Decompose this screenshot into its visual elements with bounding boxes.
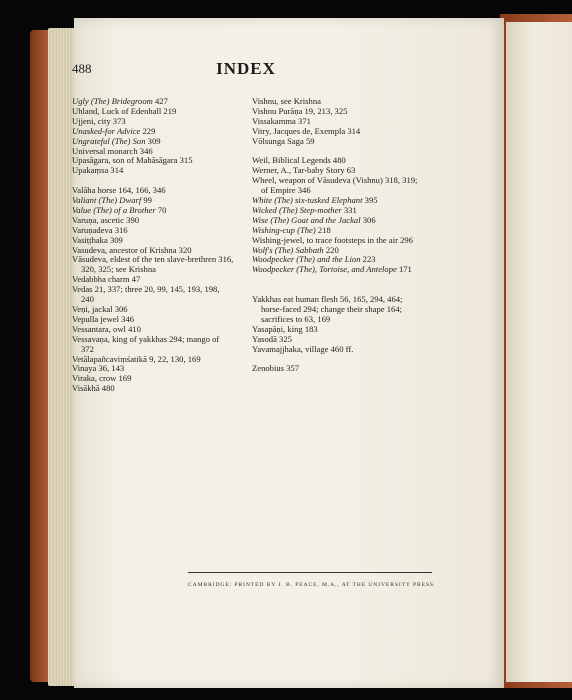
entry-text: Vinaya 36, 143 bbox=[72, 363, 125, 374]
entry-title-italic: Woodpecker (The) and the Lion bbox=[252, 254, 361, 265]
entry-text: Vōlsunga Saga 59 bbox=[252, 135, 315, 146]
entry-text: Vitry, Jacques de, Exempla 314 bbox=[252, 125, 361, 136]
entry-text: Vedas 21, 337; three 20, 99, 145, 193, 198, 240 bbox=[72, 284, 220, 305]
index-column-left bbox=[72, 97, 234, 394]
entry-text: Vishnu Purāṇa 19, 213, 325 bbox=[252, 105, 348, 116]
entry-text: Vessantara, owl 410 bbox=[72, 323, 141, 334]
entry-text: 218 bbox=[315, 224, 331, 235]
index-entry bbox=[252, 295, 418, 325]
index-column-right bbox=[252, 97, 418, 374]
index-entry bbox=[252, 345, 418, 355]
entry-text: Uhland, Luck of Edenhall 219 bbox=[72, 105, 177, 116]
entry-text: 70 bbox=[155, 204, 167, 215]
index-entry bbox=[72, 335, 234, 355]
entry-title-italic: Valiant (The) Dwarf bbox=[72, 195, 142, 206]
entry-text: 99 bbox=[141, 195, 152, 206]
printer-imprint: CAMBRIDGE: PRINTED BY J. B. PEACE, M.A., AT THE UNIVERSITY PRESS. bbox=[188, 582, 437, 588]
entry-title-italic: Woodpecker (The), Tortoise, and Antelope bbox=[252, 264, 397, 275]
page-title: INDEX bbox=[216, 59, 276, 78]
entry-text: Vedabbha charm 47 bbox=[72, 274, 141, 285]
entry-text: Varuṇa, ascetic 390 bbox=[72, 214, 140, 225]
index-entry bbox=[252, 265, 418, 275]
entry-gap bbox=[252, 275, 418, 285]
entry-text: 306 bbox=[360, 214, 376, 225]
entry-text: 220 bbox=[323, 244, 339, 255]
entry-title-italic: Wicked (The) Step-mother bbox=[252, 204, 342, 215]
entry-text: Werner, A., Tar-baby Story 63 bbox=[252, 165, 356, 176]
entry-text: 171 bbox=[396, 264, 412, 275]
entry-title-italic: Wishing-cup (The) bbox=[252, 224, 316, 235]
index-entry bbox=[252, 137, 418, 147]
entry-text: Veṇi, jackal 306 bbox=[72, 304, 128, 315]
entry-text: Wheel, weapon of Vāsudeva (Vishnu) 318, 319; of Empire 346 bbox=[252, 175, 418, 196]
entry-text: Viraka, crow 169 bbox=[72, 373, 132, 384]
entry-title-italic: Wolf's (The) Sabbath bbox=[252, 244, 324, 255]
entry-text: Vishnu, see Krishna bbox=[252, 96, 321, 106]
entry-text: Wishing-jewel, to trace footsteps in the air 296 bbox=[252, 234, 413, 245]
entry-title-italic: Value (The) of a Brother bbox=[72, 204, 156, 215]
entry-text: Yavamajjhaka, village 460 ff. bbox=[252, 343, 354, 354]
entry-text: Vissakamma 371 bbox=[252, 115, 311, 126]
entry-text: 223 bbox=[360, 254, 376, 265]
entry-text: Vetālapañcaviṃśatikā 9, 22, 130, 169 bbox=[72, 353, 201, 364]
entry-text: 229 bbox=[140, 125, 156, 136]
entry-text: Varuṇadeva 316 bbox=[72, 224, 128, 235]
index-entry bbox=[252, 364, 418, 374]
entry-text: Vepulla jewel 346 bbox=[72, 313, 135, 324]
footer-rule bbox=[188, 572, 432, 573]
entry-text: Vasiṭṭhaka 309 bbox=[72, 234, 123, 245]
entry-text: Weil, Biblical Legends 480 bbox=[252, 155, 346, 166]
entry-text: Yasodā 325 bbox=[252, 333, 292, 344]
entry-text: 309 bbox=[145, 135, 161, 146]
index-entry bbox=[252, 176, 418, 196]
entry-text: 331 bbox=[341, 204, 357, 215]
entry-text: Yasapāṇi, king 183 bbox=[252, 323, 318, 334]
entry-text: Vasudeva, ancestor of Krishna 320 bbox=[72, 244, 192, 255]
entry-text: Upasāgara, son of Mahāsāgara 315 bbox=[72, 155, 193, 166]
entry-title-italic: Ugly (The) Bridegroom bbox=[72, 96, 153, 106]
entry-text: Zenobius 357 bbox=[252, 363, 300, 374]
page-header bbox=[72, 59, 420, 85]
entry-text: Universal monarch 346 bbox=[72, 145, 153, 156]
facing-page bbox=[506, 22, 572, 682]
entry-text: Yakkhas eat human flesh 56, 165, 294, 464; horse-faced 294; change their shape 164; sacrifices to 63, 169 bbox=[252, 294, 403, 324]
entry-title-italic: White (The) six-tusked Elephant bbox=[252, 195, 363, 206]
entry-text: 395 bbox=[362, 195, 378, 206]
entry-text: Upakaṃsa 314 bbox=[72, 165, 124, 176]
index-entry bbox=[72, 255, 234, 275]
entry-text: Ujjeni, city 373 bbox=[72, 115, 126, 126]
entry-title-italic: Wise (The) Goat and the Jackal bbox=[252, 214, 361, 225]
index-entry bbox=[72, 384, 234, 394]
entry-title-italic: Ungrateful (The) Son bbox=[72, 135, 146, 146]
entry-text: Visākhā 480 bbox=[72, 383, 115, 394]
index-entry bbox=[72, 166, 234, 176]
page-number: 488 bbox=[72, 61, 92, 76]
entry-text: Vessavaṇa, king of yakkhas 294; mango of 372 bbox=[72, 333, 220, 354]
entry-text: Vāsudeva, eldest of the ten slave-brethren 316, 320, 325; see Krishna bbox=[72, 254, 234, 275]
entry-text: 427 bbox=[152, 96, 168, 106]
index-entry bbox=[72, 285, 234, 305]
entry-text: Valāha horse 164, 166, 346 bbox=[72, 185, 166, 196]
entry-title-italic: Unasked-for Advice bbox=[72, 125, 141, 136]
